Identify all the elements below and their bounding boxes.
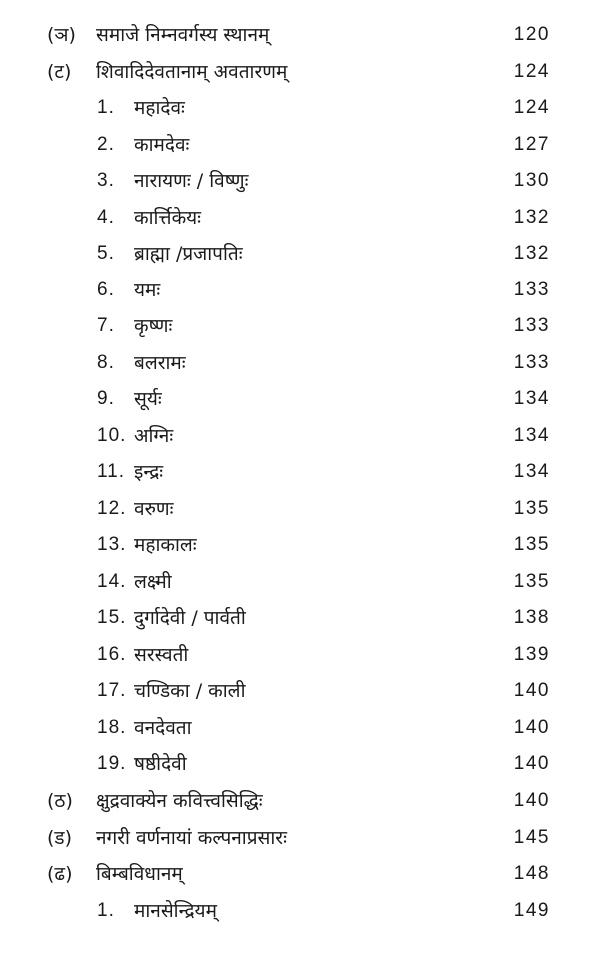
toc-item-row [0,564,600,600]
item-number: 15. [97,607,127,628]
toc-section-row [0,783,600,819]
item-title: लक्ष्मी [134,571,172,593]
section-marker: (ठ) [47,790,73,812]
page-number: 135 [513,498,550,519]
section-title: क्षुद्रवाक्येन कवित्त्वसिद्धिः [96,790,263,812]
page-number: 130 [513,170,550,191]
page-number: 127 [513,134,550,155]
toc-item-row [0,637,600,673]
item-number: 12. [97,498,127,519]
item-number: 10. [97,425,127,446]
page-number: 149 [513,900,550,921]
toc-section-row [0,54,600,90]
page-number: 134 [513,461,550,482]
page-number: 132 [513,243,550,264]
item-number: 4. [97,207,115,228]
page-number: 148 [513,863,550,884]
page-number: 133 [513,352,550,373]
item-number: 14. [97,571,127,592]
item-title: वनदेवता [134,717,192,739]
page-number: 135 [513,534,550,555]
page-number: 124 [513,97,550,118]
page-number: 133 [513,279,550,300]
toc-item-row [0,600,600,636]
section-marker: (ञ) [47,24,76,46]
toc-item-row [0,418,600,454]
page-number: 145 [513,827,550,848]
item-title: मानसेन्द्रियम् [134,900,217,922]
item-number: 8. [97,352,115,373]
toc-section-row [0,856,600,892]
item-title: सूर्यः [134,388,162,410]
toc-section-row [0,17,600,53]
item-number: 5. [97,243,115,264]
section-marker: (ट) [47,61,72,83]
page-number: 134 [513,425,550,446]
page-number: 133 [513,315,550,336]
page-number: 138 [513,607,550,628]
page-number: 139 [513,644,550,665]
item-title: नारायणः / विष्णुः [134,170,249,192]
page-number: 120 [513,24,550,45]
toc-item-row [0,527,600,563]
item-number: 9. [97,388,115,409]
page-number: 140 [513,753,550,774]
toc-item-row [0,127,600,163]
item-title: कार्त्तिकेयः [134,207,202,229]
toc-item-row [0,491,600,527]
page-number: 140 [513,680,550,701]
toc-item-row [0,746,600,782]
toc-item-row [0,454,600,490]
item-title: अग्निः [134,425,174,447]
item-number: 16. [97,644,127,665]
page-number: 140 [513,790,550,811]
item-number: 7. [97,315,115,336]
item-number: 17. [97,680,127,701]
item-number: 11. [97,461,126,482]
section-title: समाजे निम्नवर्गस्य स्थानम् [96,24,270,46]
item-title: इन्द्रः [134,461,164,483]
item-number: 1. [97,900,115,921]
toc-section-row [0,820,600,856]
item-title: चण्डिका / काली [134,680,246,702]
toc-item-row [0,673,600,709]
item-number: 2. [97,134,115,155]
item-title: वरुणः [134,498,174,520]
toc-item-row [0,710,600,746]
section-title: बिम्बविधानम् [96,863,183,885]
item-title: सरस्वती [134,644,189,666]
toc-item-row [0,381,600,417]
item-title: महादेवः [134,97,185,119]
toc-item-row [0,236,600,272]
toc-item-row [0,163,600,199]
item-number: 6. [97,279,115,300]
page-number: 135 [513,571,550,592]
section-title: शिवादिदेवतानाम् अवतारणम् [96,61,288,83]
item-title: षष्ठीदेवी [134,753,187,775]
item-number: 18. [97,717,127,738]
section-title: नगरी वर्णनायां कल्पनाप्रसारः [96,827,287,849]
item-title: यमः [134,279,161,301]
item-number: 3. [97,170,115,191]
item-title: ब्राह्मा /प्रजापतिः [134,243,243,265]
item-number: 1. [97,97,115,118]
item-title: कामदेवः [134,134,190,156]
toc-item-row [0,272,600,308]
item-title: महाकालः [134,534,197,556]
item-number: 19. [97,753,127,774]
page-number: 140 [513,717,550,738]
page-number: 134 [513,388,550,409]
toc-item-row [0,345,600,381]
section-marker: (ढ) [47,863,73,885]
toc-item-row [0,308,600,344]
item-title: दुर्गादेवी / पार्वती [134,607,246,629]
toc-item-row [0,90,600,126]
page-number: 132 [513,207,550,228]
item-title: कृष्णः [134,315,173,337]
toc-item-row [0,893,600,929]
item-number: 13. [97,534,127,555]
section-marker: (ड) [47,827,72,849]
page-number: 124 [513,61,550,82]
toc-item-row [0,200,600,236]
item-title: बलरामः [134,352,186,374]
